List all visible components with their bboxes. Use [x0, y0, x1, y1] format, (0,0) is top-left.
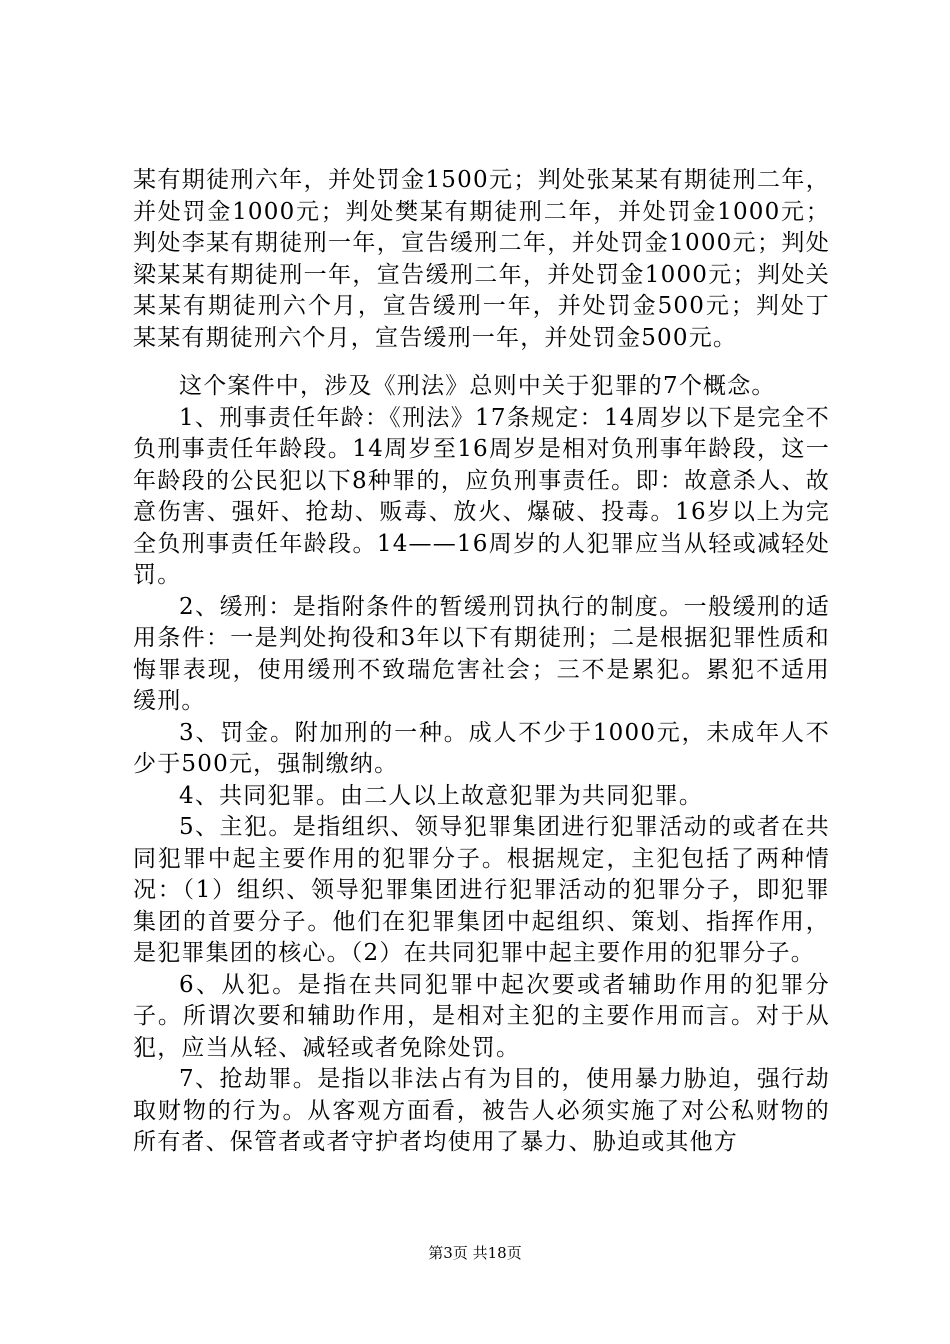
page-number-footer: 第3页 共18页 — [428, 1244, 522, 1262]
paragraph-accessory: 6、从犯。是指在共同犯罪中起次要或者辅助作用的犯罪分子。所谓次要和辅助作用，是相对主犯的主要作用而言。对于从犯，应当从轻、减轻或者免除处罚。 — [133, 971, 830, 1061]
paragraph-robbery: 7、抢劫罪。是指以非法占有为目的，使用暴力胁迫，强行劫取财物的行为。从客观方面看，被告人必须实施了对公私财物的所有者、保管者或者守护者均使用了暴力、胁迫或其他方 — [133, 1066, 830, 1155]
paragraph-sentencing: 某有期徒刑六年，并处罚金1500元；判处张某某有期徒刑二年，并处罚金1000元；判处樊某有期徒刑二年，并处罚金1000元；判处李某有期徒刑一年，宣告缓刑二年，并处罚金1000元；判处梁某某有期徒刑一年，宣告缓刑二年，并处罚金1000元；判处关某某有期徒刑六个月，宣告缓刑一年，并处罚金500元；判处丁某某有期徒刑六个月，宣告缓刑一年，并处罚金500元。 — [133, 167, 830, 351]
document-body — [133, 165, 830, 1159]
paragraph-criminal-age: 1、刑事责任年龄：《刑法》17条规定：14周岁以下是完全不负刑事责任年龄段。14周岁至16周岁是相对负刑事年龄段，这一年龄段的公民犯以下8种罪的，应负刑事责任。即：故意杀人、故意伤害、强奸、抢劫、贩毒、放火、爆破、投毒。16岁以上为完全负刑事责任年龄段。14——16周岁的人犯罪应当从轻或减轻处罚。 — [133, 404, 830, 588]
paragraph-fine: 3、罚金。附加刑的一种。成人不少于1000元，未成年人不少于500元，强制缴纳。 — [133, 719, 830, 777]
paragraph-intro: 这个案件中，涉及《刑法》总则中关于犯罪的7个概念。 — [179, 373, 776, 399]
paragraph-joint-crime: 4、共同犯罪。由二人以上故意犯罪为共同犯罪。 — [179, 782, 704, 809]
paragraph-probation: 2、缓刑：是指附条件的暂缓刑罚执行的制度。一般缓刑的适用条件：一是判处拘役和3年以下有期徒刑；二是根据犯罪性质和悔罪表现，使用缓刑不致瑞危害社会；三不是累犯。累犯不适用缓刑。 — [133, 593, 830, 714]
paragraph-principal-offender: 5、主犯。是指组织、领导犯罪集团进行犯罪活动的或者在共同犯罪中起主要作用的犯罪分子。根据规定，主犯包括了两种情况：（1）组织、领导犯罪集团进行犯罪活动的犯罪分子，即犯罪集团的首要分子。他们在犯罪集团中起组织、策划、指挥作用，是犯罪集团的核心。（2）在共同犯罪中起主要作用的犯罪分子。 — [133, 814, 830, 966]
